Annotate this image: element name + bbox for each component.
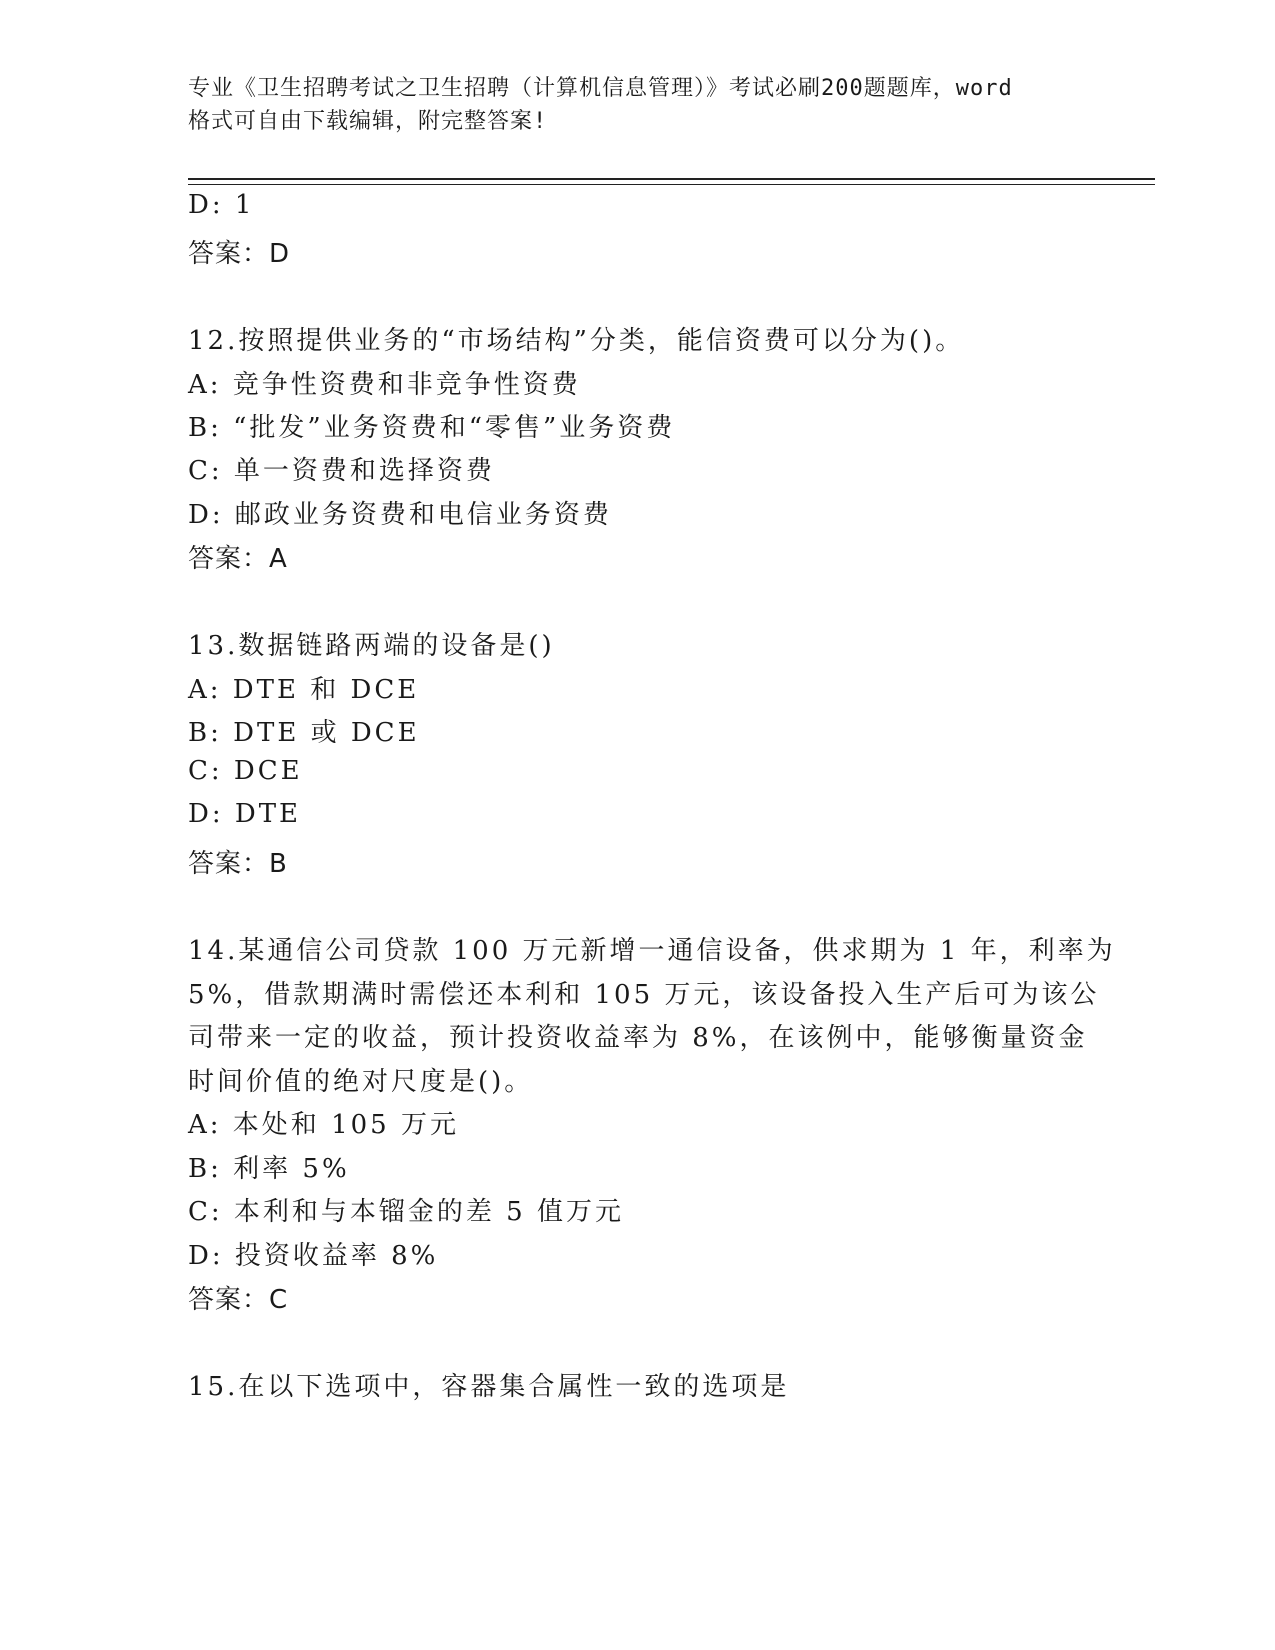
header-divider-thin — [188, 184, 1155, 185]
q12-question: 12.按照提供业务的“市场结构”分类，能信资费可以分为()。 — [188, 326, 965, 356]
q14-answer: 答案：C — [188, 1285, 289, 1315]
document-header — [188, 72, 1088, 138]
q13-option-c: C: DCE — [188, 756, 303, 786]
q13-option-a: A: DTE 和 DCE — [188, 675, 420, 705]
q15-question: 15.在以下选项中，容器集合属性一致的选项是 — [188, 1372, 790, 1402]
q13-option-b: B: DTE 或 DCE — [188, 718, 420, 748]
q14-option-d: D: 投资收益率 8% — [188, 1241, 439, 1271]
q13-option-d: D: DTE — [188, 799, 302, 829]
q13-answer: 答案：B — [188, 849, 288, 879]
q11-answer: 答案：D — [188, 239, 291, 269]
q12-option-d: D: 邮政业务资费和电信业务资费 — [188, 500, 612, 530]
q12-option-b: B: “批发”业务资费和“零售”业务资费 — [188, 413, 676, 443]
q14-question-line-2: 5%，借款期满时需偿还本利和 105 万元，该设备投入生产后可为该公 — [188, 980, 1100, 1010]
q14-option-a: A: 本处和 105 万元 — [188, 1110, 459, 1140]
header-divider-thick — [188, 178, 1155, 180]
q14-question-line-3: 司带来一定的收益，预计投资收益率为 8%，在该例中，能够衡量资金 — [188, 1023, 1088, 1053]
q14-option-b: B: 利率 5% — [188, 1154, 350, 1184]
q13-question: 13.数据链路两端的设备是() — [188, 631, 555, 661]
q14-question-line-1: 14.某通信公司贷款 100 万元新增一通信设备，供求期为 1 年，利率为 — [188, 936, 1116, 966]
q11-option-d: D: 1 — [188, 190, 255, 220]
header-line-2: 格式可自由下载编辑，附完整答案! — [188, 109, 548, 134]
header-line-1: 专业《卫生招聘考试之卫生招聘（计算机信息管理）》考试必刷200题题库，word — [188, 76, 1013, 101]
q14-question-line-4: 时间价值的绝对尺度是()。 — [188, 1067, 534, 1097]
q12-answer: 答案：A — [188, 544, 288, 574]
q12-option-c: C: 单一资费和选择资费 — [188, 456, 495, 486]
q12-option-a: A: 竞争性资费和非竞争性资费 — [188, 370, 581, 400]
q14-option-c: C: 本利和与本镏金的差 5 值万元 — [188, 1197, 624, 1227]
